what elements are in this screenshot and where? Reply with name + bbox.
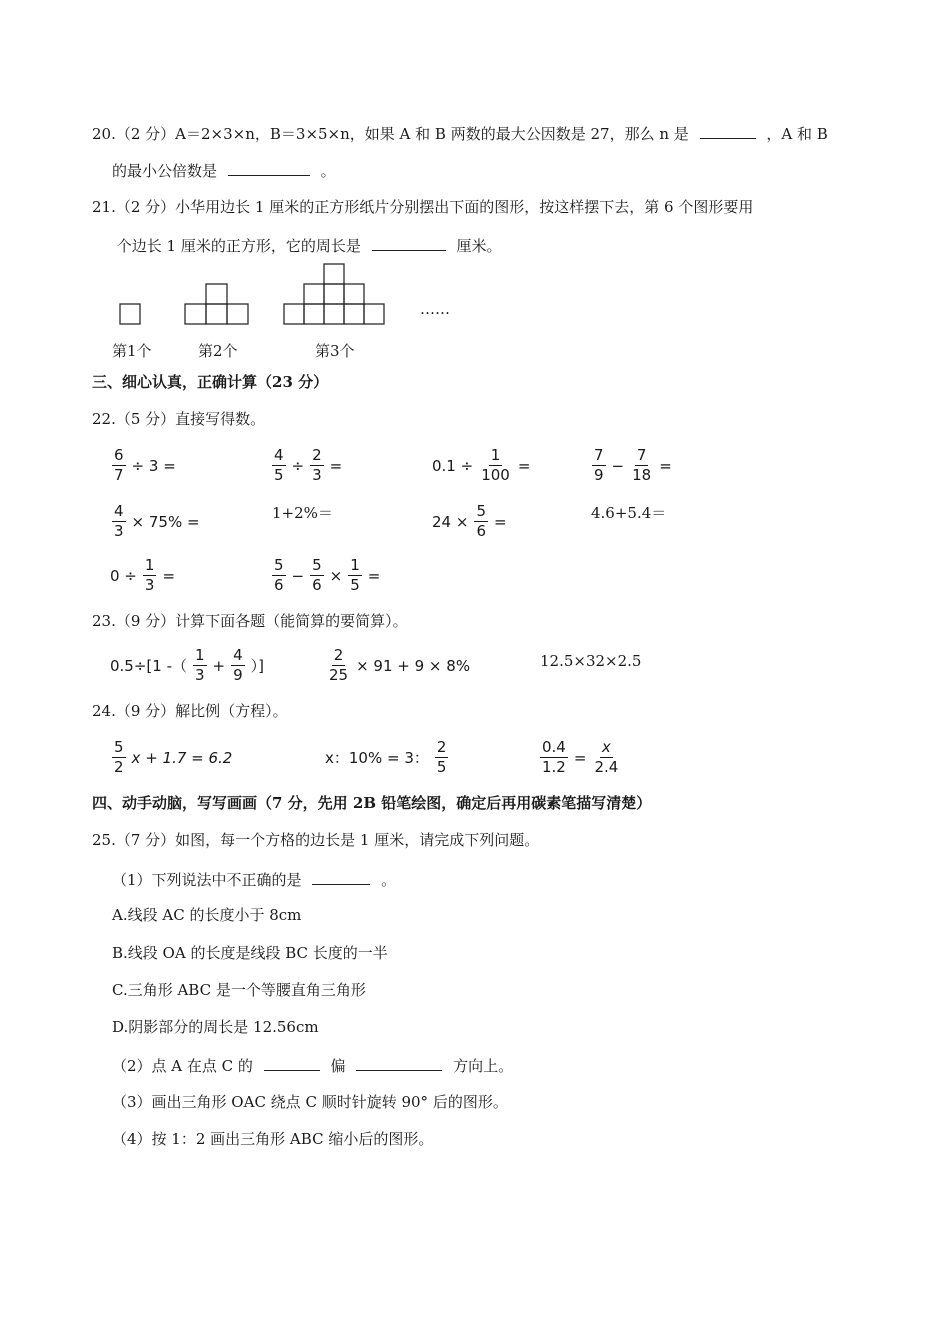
q22-expr-3: 0.1 ÷ $\frac{1}{100}$ = <box>432 446 531 484</box>
q25-title: 25.（7 分）如图，每一个方格的边长是 1 厘米，请完成下列问题。 <box>92 831 540 849</box>
q22-expr-1: $\frac{6}{7}$ ÷ 3 = <box>114 446 176 484</box>
q22-expr-5: $\frac{4}{3}$ × 75% = <box>114 502 200 540</box>
q21-line1: 21.（2 分）小华用边长 1 厘米的正方形纸片分别摆出下面的图形，按这样摆下去，第 6 个图形要用 <box>92 198 754 216</box>
fig-label-1: 第1个 <box>112 342 152 360</box>
q23-title: 23.（9 分）计算下面各题（能简算的要简算）。 <box>92 612 408 630</box>
q25-option-b: B.线段 OA 的长度是线段 BC 长度的一半 <box>112 944 388 962</box>
q25-blank-direction-1[interactable] <box>264 1053 320 1071</box>
q25-part-3: （3）画出三角形 OAC 绕点 C 顺时针旋转 90° 后的图形。 <box>112 1093 508 1111</box>
q22-expr-4: $\frac{7}{9}$ − $\frac{7}{18}$ = <box>594 446 672 484</box>
ellipsis: …… <box>420 300 450 318</box>
q20-line2: 的最小公倍数是 。 <box>112 158 336 182</box>
q24-expr-2: x：10% = 3： $\frac{2}{5}$ <box>325 738 447 776</box>
q22-expr-6: 1+2%＝ <box>272 504 333 522</box>
q23-expr-2: $\frac{2}{25}$ × 91 + 9 × 8% <box>329 646 471 684</box>
q22-expr-9: 0 ÷ $\frac{1}{3}$ = <box>110 556 176 594</box>
q25-part-4: （4）按 1：2 画出三角形 ABC 缩小后的图形。 <box>112 1130 434 1148</box>
q22-title: 22.（5 分）直接写得数。 <box>92 410 266 428</box>
q25-option-a: A.线段 AC 的长度小于 8cm <box>112 906 302 924</box>
q21-blank-perimeter[interactable] <box>372 233 446 251</box>
q25-option-d: D.阴影部分的周长是 12.56cm <box>112 1018 319 1036</box>
q25-blank-direction-2[interactable] <box>356 1053 442 1071</box>
q23-expr-3: 12.5×32×2.5 <box>540 652 642 670</box>
q20-blank-lcm[interactable] <box>228 158 310 176</box>
fig-label-2: 第2个 <box>198 342 238 360</box>
q24-expr-3: $\frac{0.4}{1.2}$ = $\frac{x}{2.4}$ <box>542 738 619 776</box>
q22-expr-2: $\frac{4}{5}$ ÷ $\frac{2}{3}$ = <box>274 446 343 484</box>
q22-expr-7: 24 × $\frac{5}{6}$ = <box>432 502 507 540</box>
square-pattern-figure <box>110 262 470 332</box>
q24-expr-1: $\frac{5}{2}$ x + 1.7 = 6.2 <box>114 738 233 776</box>
q22-expr-10: $\frac{5}{6}$ − $\frac{5}{6}$ × $\frac{1}{5}$ = <box>274 556 381 594</box>
section-4-heading: 四、动手动脑，写写画画（7 分，先用 2B 铅笔绘图，确定后再用碳素笔描写清楚） <box>92 794 652 812</box>
q25-blank-1[interactable] <box>312 867 370 885</box>
q25-part-1: （1）下列说法中不正确的是 。 <box>112 867 396 891</box>
q20-line1: 20.（2 分）A＝2×3×n，B＝3×5×n，如果 A 和 B 两数的最大公因数是 27，那么 n 是 ，A 和 B <box>92 121 828 145</box>
fig1-square <box>120 304 140 324</box>
q23-expr-1: 0.5÷[1 -（ $\frac{1}{3}$ + $\frac{4}{9}$ ）] <box>110 646 265 684</box>
fig-label-3: 第3个 <box>315 342 355 360</box>
q25-part-2: （2）点 A 在点 C 的 偏 方向上。 <box>112 1053 513 1077</box>
q24-title: 24.（9 分）解比例（方程）。 <box>92 702 288 720</box>
section-3-heading: 三、细心认真，正确计算（23 分） <box>92 373 329 391</box>
q20-blank-n[interactable] <box>700 121 756 139</box>
q21-line2: 个边长 1 厘米的正方形，它的周长是 厘米。 <box>112 233 501 257</box>
q22-expr-8: 4.6+5.4＝ <box>591 504 667 522</box>
q25-option-c: C.三角形 ABC 是一个等腰直角三角形 <box>112 981 366 999</box>
